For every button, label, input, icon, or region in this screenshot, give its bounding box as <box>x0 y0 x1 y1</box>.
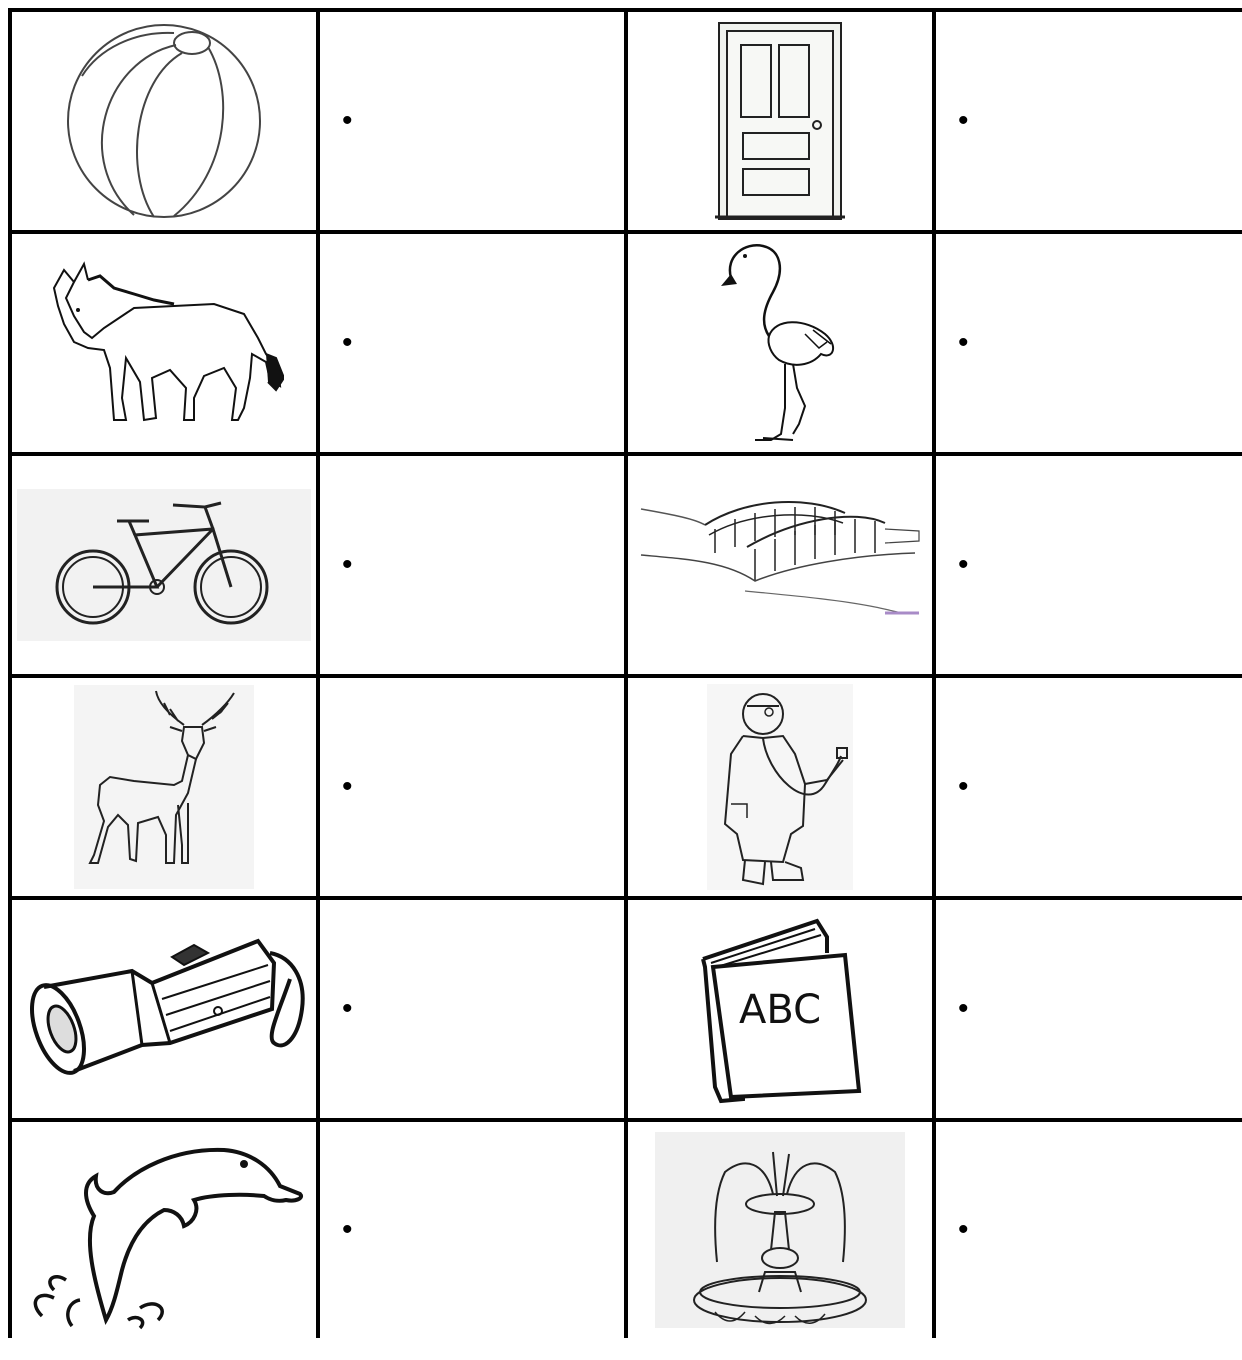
answer-bullet: • <box>958 104 969 137</box>
table-row <box>10 676 1242 898</box>
answer-bullet: • <box>958 770 969 803</box>
answer-bullet: • <box>958 326 969 359</box>
answer-cell[interactable] <box>934 10 1242 232</box>
answer-bullet: • <box>342 548 353 581</box>
picture-cell <box>626 898 934 1120</box>
answer-cell[interactable] <box>318 898 626 1120</box>
answer-cell[interactable] <box>934 454 1242 676</box>
answer-cell[interactable] <box>934 676 1242 898</box>
answer-cell[interactable] <box>318 454 626 676</box>
picture-cell <box>10 232 318 454</box>
answer-bullet: • <box>958 1213 969 1246</box>
answer-bullet: • <box>342 992 353 1025</box>
picture-cell <box>10 676 318 898</box>
answer-cell[interactable] <box>934 898 1242 1120</box>
picture-cell <box>10 454 318 676</box>
picture-cell <box>10 10 318 232</box>
donkey-icon <box>44 258 284 428</box>
picture-cell <box>626 232 934 454</box>
picture-cell <box>626 454 934 676</box>
answer-cell[interactable] <box>318 676 626 898</box>
picture-word-table <box>8 8 1242 1338</box>
table-row <box>10 1120 1242 1338</box>
picture-cell <box>10 1120 318 1338</box>
answer-bullet: • <box>342 770 353 803</box>
picture-cell <box>10 898 318 1120</box>
answer-bullet: • <box>958 548 969 581</box>
book-cover-text: ABC <box>739 987 822 1033</box>
answer-bullet: • <box>958 992 969 1025</box>
table-row <box>10 232 1242 454</box>
answer-cell[interactable] <box>318 10 626 232</box>
bicycle-icon <box>17 489 311 641</box>
book-icon <box>695 911 865 1107</box>
picture-cell <box>626 10 934 232</box>
table-row <box>10 898 1242 1120</box>
picture-cell <box>626 676 934 898</box>
answer-cell[interactable] <box>934 232 1242 454</box>
deer-icon <box>74 685 254 889</box>
picture-cell <box>626 1120 934 1338</box>
fountain-icon <box>655 1132 905 1328</box>
answer-bullet: • <box>342 1213 353 1246</box>
answer-cell[interactable] <box>934 1120 1242 1338</box>
bridge-icon <box>635 495 925 635</box>
answer-cell[interactable] <box>318 232 626 454</box>
flamingo-icon <box>715 238 845 448</box>
table-row <box>10 454 1242 676</box>
answer-cell[interactable] <box>318 1120 626 1338</box>
answer-bullet: • <box>342 104 353 137</box>
beach-ball-icon <box>64 21 264 221</box>
doctor-icon <box>707 684 853 890</box>
table-row <box>10 10 1242 232</box>
door-icon <box>715 21 845 221</box>
flashlight-icon <box>22 919 306 1099</box>
answer-bullet: • <box>342 326 353 359</box>
dolphin-icon <box>24 1130 304 1330</box>
